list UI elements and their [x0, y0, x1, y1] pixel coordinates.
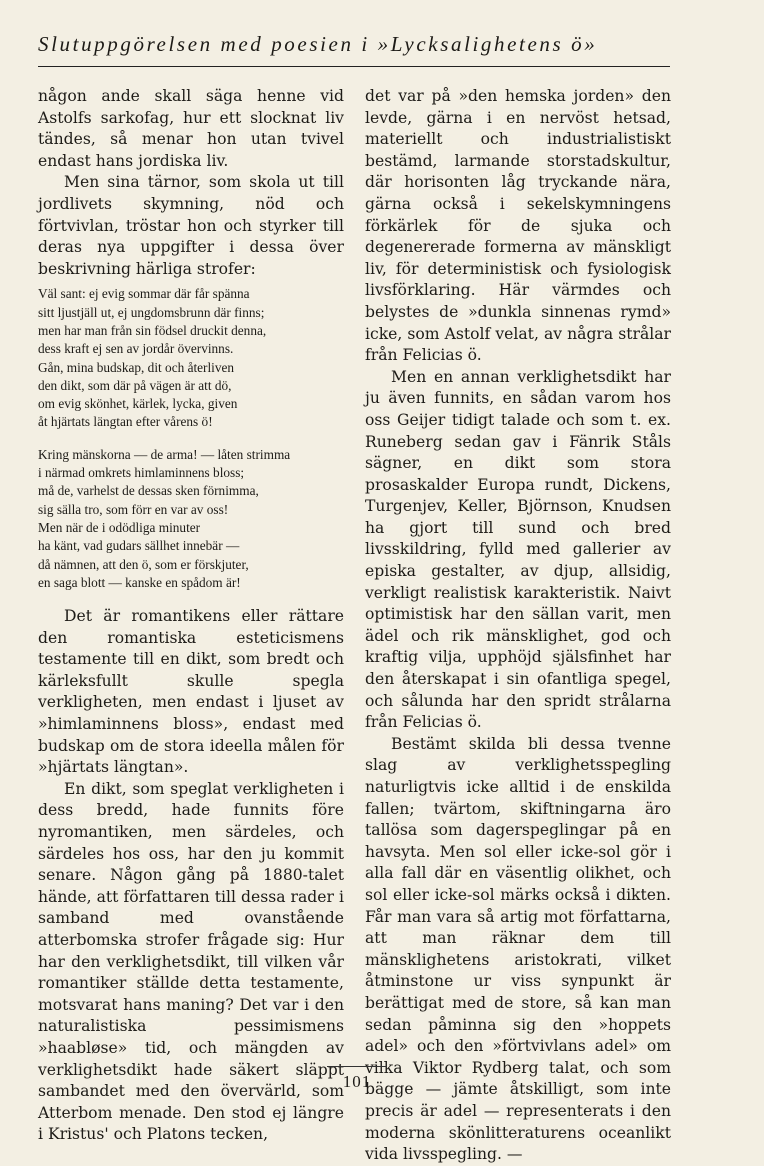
paragraph: Men sina tärnor, som skola ut till jordlivets skymning, nöd och förtvivlan, tröstar hon och styrker till deras nya uppgifter i dessa över beskrivning härliga strofer:: [38, 173, 344, 278]
poem-line: dess kraft ej sen av jordår övervinns.: [38, 341, 234, 357]
poem-line: om evig skönhet, kärlek, lycka, given: [38, 396, 238, 412]
right-column: [365, 86, 671, 1166]
poem-line: må de, varhelst de dessas sken förnimma,: [38, 483, 259, 499]
poem-line: sitt ljustjäll ut, ej ungdomsbrunn där finns;: [38, 304, 265, 320]
poem-line: den dikt, som där på vägen är att dö,: [38, 377, 232, 393]
poem-stanza-1: [38, 285, 344, 431]
poem-line: ha känt, vad gudars sällhet innebär —: [38, 538, 240, 554]
poem-line: sig sälla tro, som förr en var av oss!: [38, 501, 229, 517]
poem-quote: [38, 285, 344, 592]
page-number-rule: [327, 1066, 387, 1067]
poem-line: åt hjärtats längtan efter vårens ö!: [38, 414, 213, 430]
paragraph: det var på »den hemska jorden» den levde, gärna i en nervöst hetsad, materiellt och industrialistiskt bestämd, larmande storstadskultur, där horisonten låg tryckande nära, gärna också i sekelskymningens förkärlek för de sjuka och degenererade formerna av mänskligt liv, för deterministisk och fysiologisk livsförklaring. Här värmdes och belystes de »dunkla sinnenas rymd» icke, som Astolf velat, av några strålar från Felicias ö.: [365, 87, 671, 365]
poem-line: en saga blott — kanske en spådom är!: [38, 574, 241, 590]
paragraph: Men en annan verklighetsdikt har ju även funnits, en sådan varom hos oss Geijer tidigt talade och som t. ex. Runeberg sedan gav i Fänrik Ståls sägner, en dikt som stora prosaskalder Europa rundt, Dickens, Turgenjev, Keller, Björnson, Knudsen ha gjort till sund och bred livsskildring, fylld med gallerier av episka gestalter, av djup, allsidig, verkligt realistisk karakteristik. Naivt optimistisk har den sällan varit, men ädel och rik mänsklighet, god och kraftig vilja, upphöjd själsfinhet har den återskapat i sin ofantliga spegel, och sålunda har den spridt strålarna från Felicias ö.: [365, 367, 671, 732]
left-column: [38, 86, 344, 1146]
paragraph: någon ande skall säga henne vid Astolfs sarkofag, hur ett slocknat liv tändes, så menar hon utan tvivel endast hans jordiska liv.: [38, 87, 344, 170]
poem-line: men har man från sin födsel druckit denna,: [38, 322, 267, 338]
poem-stanza-2: [38, 446, 344, 592]
poem-line: Gån, mina budskap, dit och återliven: [38, 359, 235, 375]
paragraph: Bestämt skilda bli dessa tvenne slag av verklighetsspegling naturligtvis icke alltid i de enskilda fallen; tvärtom, skiftningarna äro tallösa som dagerspeglingar på en havsyta. Men sol eller icke-sol gör i alla fall där en väsentlig olikhet, och sol eller icke-sol märks också i dikten. Får man vara så artig mot författarna, att man räknar dem till mänsklighetens aristokrati, vilket åtminstone ur viss synpunkt är berättigat med de store, så kan man sedan påminna sig den »hoppets adel» och den »förtvivlans adel» om vilka Viktor Rydberg talat, och som bägge — jämte åtskilligt, som inte precis är adel — representerats i den moderna skönlitteraturens oceanlikt vida livsspegling. —: [365, 734, 671, 1164]
poem-line: då nämnen, att den ö, som er förskjuter,: [38, 556, 249, 572]
page-number: 101: [342, 1072, 372, 1091]
poem-line: Kring mänskorna — de arma! — låten strimma: [38, 446, 291, 462]
header-rule: [38, 66, 670, 67]
poem-line: Men när de i odödliga minuter: [38, 519, 201, 535]
paragraph: En dikt, som speglat verkligheten i dess bredd, hade funnits före nyromantiken, men särdeles, och särdeles hos oss, har den ju kommit senare. Någon gång på 1880-talet hände, att författaren till dessa rader i samband med ovanstående atterbomska strofer frågade sig: Hur har den verklighetsdikt, till vilken vår romantiker ställde detta testamente, motsvarat hans maning? Det var i den naturalistiska pessimismens »haabløse» tid, och mängden av verklighetsdikt hade säkert släppt sambandet med den övervärld, som Atterbom menade. Den stod ej längre i Kristus' och Platons tecken,: [38, 779, 344, 1144]
poem-line: i närmad omkrets himlaminnens bloss;: [38, 465, 245, 481]
paragraph: Det är romantikens eller rättare den romantiska esteticismens testamente till en dikt, som bredt och kärleksfullt skulle spegla verkligheten, men endast i ljuset av »himlaminnens bloss», endast med budskap om de stora ideella målen för »hjärtats längtan».: [38, 607, 344, 777]
poem-line: Väl sant: ej evig sommar där får spänna: [38, 286, 250, 302]
running-header: Slutuppgörelsen med poesien i »Lycksalighetens ö»: [38, 32, 598, 56]
